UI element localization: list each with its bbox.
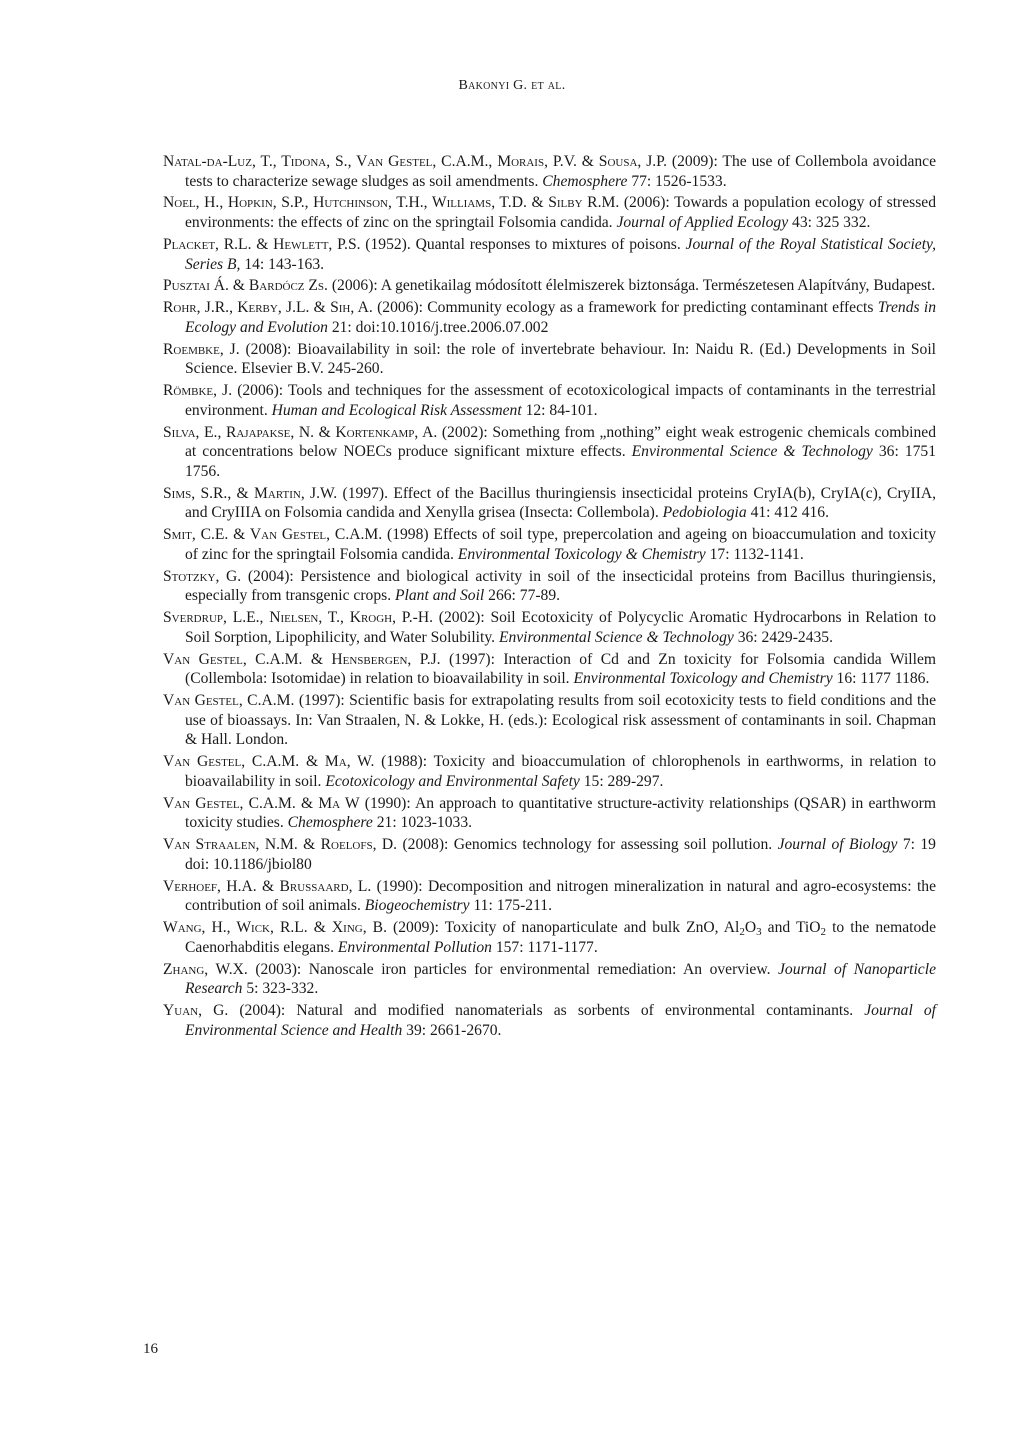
reference-authors: Placket, R.L. & Hewlett, P.S. xyxy=(163,235,361,253)
reference-authors: Sims, S.R., & Martin, J.W. xyxy=(163,484,338,502)
reference-details: 14: 143-163. xyxy=(240,255,325,273)
reference-entry xyxy=(163,877,936,916)
reference-authors: Van Gestel, C.A.M. & Hensbergen, P.J. xyxy=(163,650,441,668)
reference-text: (1997): Interaction of Cd and Zn toxicity for Folsomia candida Willem (Collembola: Isotomidae) in relation to bioavailability in soil. xyxy=(185,650,936,688)
reference-entry xyxy=(163,650,936,689)
reference-entry xyxy=(163,918,936,957)
reference-details: 21: 1023-1033. xyxy=(372,814,473,832)
reference-text: and TiO xyxy=(761,919,821,937)
reference-details: 43: 325 332. xyxy=(788,214,871,232)
reference-details: 36: 1751 1756. xyxy=(185,443,937,480)
reference-text: (2002): Something from „nothing” eight weak estrogenic chemicals combined at concentrations below NOECs produce significant mixture effects. xyxy=(185,423,936,461)
subscript: 2 xyxy=(739,926,745,939)
reference-source: Biogeochemistry xyxy=(364,897,470,915)
reference-entry xyxy=(163,423,936,482)
subscript: 3 xyxy=(756,926,762,939)
reference-entry xyxy=(163,1001,936,1040)
reference-text: (2006): A genetikailag módosított élelmiszerek biztonsága. Természetesen Alapítvány, Budapest. xyxy=(327,277,936,295)
running-head: Bakonyi G. et al. xyxy=(458,78,566,93)
reference-text: O xyxy=(744,919,757,937)
reference-details: 5: 323-332. xyxy=(242,980,319,998)
reference-source: Chemosphere xyxy=(542,172,628,190)
reference-text: (2002): Soil Ecotoxicity of Polycyclic Aromatic Hydrocarbons in Relation to Soil Sorption, Lipophilicity, and Water Solubility. xyxy=(185,609,936,646)
reference-entry xyxy=(163,567,936,606)
reference-source: Journal of Environmental Science and Health xyxy=(185,1002,936,1039)
reference-authors: Van Gestel, C.A.M. & Ma W xyxy=(163,794,360,812)
reference-authors: Silva, E., Rajapakse, N. & Kortenkamp, A. xyxy=(163,423,438,441)
reference-authors: Van Straalen, N.M. & Roelofs, D. xyxy=(163,836,398,854)
reference-details: 77: 1526-1533. xyxy=(627,172,727,190)
reference-authors: Rohr, J.R., Kerby, J.L. & Sih, A. xyxy=(163,299,373,317)
reference-details: 17: 1132-1141. xyxy=(705,545,804,563)
reference-authors: Stotzky, G. xyxy=(163,567,242,585)
reference-entry xyxy=(163,340,936,379)
reference-entry xyxy=(163,152,936,191)
reference-authors: Yuan, G. xyxy=(163,1002,229,1020)
reference-authors: Roembke, J. xyxy=(163,340,240,358)
reference-source: Journal of Applied Ecology xyxy=(616,214,789,232)
reference-text: to the nematode Caenorhabditis elegans. xyxy=(185,919,936,956)
reference-source: Journal of the Royal Statistical Society, Series B, xyxy=(185,235,936,273)
reference-authors: Noel, H., Hopkin, S.P., Hutchinson, T.H., Williams, T.D. & Silby R.M. xyxy=(163,194,620,212)
reference-authors: Zhang, W.X. xyxy=(163,960,248,978)
reference-entry xyxy=(163,835,936,874)
reference-details: 12: 84-101. xyxy=(521,401,598,419)
reference-source: Chemosphere xyxy=(287,814,373,832)
reference-text: (2003): Nanoscale iron particles for environmental remediation: An overview. xyxy=(247,960,778,978)
reference-list xyxy=(163,152,936,1043)
reference-authors: Wang, H., Wick, R.L. & Xing, B. xyxy=(163,919,387,937)
reference-text: (1988): Toxicity and bioaccumulation of chlorophenols in earthworms, in relation to bioavailability in soil. xyxy=(185,753,936,790)
reference-source: Environmental Science & Technology xyxy=(498,628,734,646)
reference-text: (1997). Effect of the Bacillus thuringiensis insecticidal proteins CryIA(b), CryIA(c), CryIIA, and CryIIIA on Folsomia candida and Xenylla grisea (Insecta: Collembola). xyxy=(185,484,936,522)
reference-text: (1997): Scientific basis for extrapolating results from soil ecotoxicity tests to field conditions and the use of bioassays. In: Van Straalen, N. & Lokke, H. (eds.): Ecological risk assessment of contaminants in soil. Chapman & Hall. London. xyxy=(185,692,936,749)
reference-authors: Van Gestel, C.A.M. xyxy=(163,692,295,710)
reference-authors: Natal-da-Luz, T., Tidona, S., Van Gestel, C.A.M., Morais, P.V. & Sousa, J.P. xyxy=(163,153,668,170)
reference-text: (1990): Decomposition and nitrogen mineralization in natural and agro-ecosystems: the contribution of soil animals. xyxy=(185,877,936,915)
reference-source: Environmental Toxicology & Chemistry xyxy=(457,545,706,563)
reference-details: 266: 77-89. xyxy=(484,587,561,605)
reference-text: (1952). Quantal responses to mixtures of poisons. xyxy=(360,235,686,253)
reference-details: 15: 289-297. xyxy=(579,772,664,790)
reference-text: (1998) Effects of soil type, prepercolation and ageing on bioaccumulation and toxicity of zinc for the springtail Folsomia candida. xyxy=(185,526,936,563)
reference-text: (1990): An approach to quantitative structure-activity relationships (QSAR) in earthworm toxicity studies. xyxy=(185,794,936,832)
reference-source: Environmental Toxicology and Chemistry xyxy=(573,670,833,688)
reference-details: 16: 1177 1186. xyxy=(832,670,930,688)
reference-entry xyxy=(163,691,936,750)
reference-entry xyxy=(163,752,936,791)
reference-source: Human and Ecological Risk Assessment xyxy=(271,401,522,419)
reference-authors: Verhoef, H.A. & Brussaard, L. xyxy=(163,877,372,895)
reference-text: (2004): Natural and modified nanomaterials as sorbents of environmental contaminants. xyxy=(228,1002,865,1020)
reference-text: (2009): The use of Collembola avoidance tests to characterize sewage sludges as soil amendments. xyxy=(185,153,937,190)
reference-text: (2008): Bioavailability in soil: the role of invertebrate behaviour. In: Naidu R. (Ed.) Developments in Soil Science. Elsevier B.V. 245-260. xyxy=(185,340,937,378)
reference-details: 7: 19 doi: 10.1186/jbiol80 xyxy=(185,836,936,873)
reference-entry xyxy=(163,525,936,564)
reference-details: 36: 2429-2435. xyxy=(733,628,833,646)
reference-entry xyxy=(163,193,936,232)
reference-source: Environmental Science & Technology xyxy=(631,443,873,461)
reference-entry xyxy=(163,794,936,833)
reference-source: Trends in Ecology and Evolution xyxy=(185,299,936,336)
reference-authors: Smit, C.E. & Van Gestel, C.A.M. xyxy=(163,526,383,544)
reference-source: Pedobiologia xyxy=(662,504,747,522)
reference-entry xyxy=(163,298,936,337)
reference-details: 11: 175-211. xyxy=(469,897,552,915)
reference-authors: Pusztai Á. & Bardócz Zs. xyxy=(163,277,328,295)
reference-source: Environmental Pollution xyxy=(337,938,492,956)
reference-authors: Römbke, J. xyxy=(163,382,233,400)
reference-text: (2006): Community ecology as a framework for predicting contaminant effects xyxy=(372,299,878,317)
reference-source: Journal of Nanoparticle Research xyxy=(185,960,936,998)
page-number: 16 xyxy=(143,1341,158,1357)
reference-source: Journal of Biology xyxy=(777,836,898,854)
reference-details: 41: 412 416. xyxy=(746,504,829,522)
reference-text: (2009): Toxicity of nanoparticulate and bulk ZnO, Al xyxy=(386,919,740,937)
reference-details: 21: doi:10.1016/j.tree.2006.07.002 xyxy=(327,318,549,336)
reference-authors: Sverdrup, L.E., Nielsen, T., Krogh, P.-H. xyxy=(163,609,433,627)
reference-details: 39: 2661-2670. xyxy=(402,1021,502,1039)
reference-entry xyxy=(163,608,936,647)
reference-entry xyxy=(163,960,936,999)
reference-source: Plant and Soil xyxy=(395,587,485,605)
reference-entry xyxy=(163,381,936,420)
reference-source: Ecotoxicology and Environmental Safety xyxy=(325,772,580,790)
reference-entry xyxy=(163,484,936,523)
reference-text: (2006): Towards a population ecology of stressed environments: the effects of zinc on the springtail Folsomia candida. xyxy=(185,194,936,232)
subscript: 2 xyxy=(820,926,827,939)
reference-entry xyxy=(163,235,936,274)
reference-details: 157: 1171-1177. xyxy=(491,938,598,956)
reference-text: (2004): Persistence and biological activity in soil of the insecticidal proteins from Bacillus thuringiensis, especially from transgenic crops. xyxy=(185,567,936,605)
reference-authors: Van Gestel, C.A.M. & Ma, W. xyxy=(163,753,375,771)
reference-entry xyxy=(163,276,936,296)
reference-text: (2006): Tools and techniques for the assessment of ecotoxicological impacts of contaminants in the terrestrial environment. xyxy=(185,382,936,419)
reference-text: (2008): Genomics technology for assessing soil pollution. xyxy=(397,836,778,854)
